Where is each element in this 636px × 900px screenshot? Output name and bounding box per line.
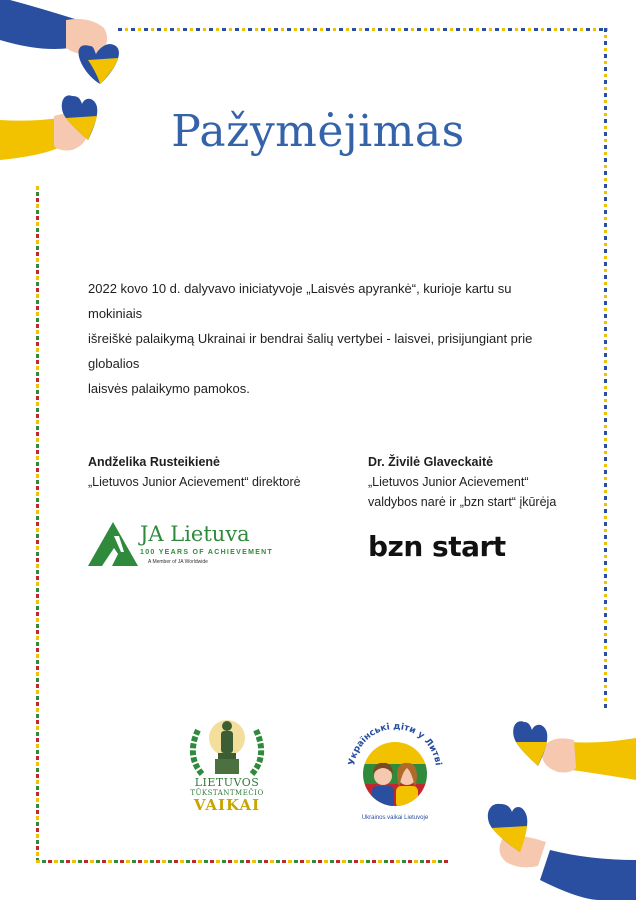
ua-logo-arc-text: Українські діти у Литві xyxy=(347,721,443,767)
hands-with-hearts-bottom-right-illustration xyxy=(480,710,636,900)
lietuvos-tukstantmecio-vaikai-logo xyxy=(182,716,272,816)
ja-lietuva-logo xyxy=(88,520,318,570)
ja-triangle-icon xyxy=(88,522,138,566)
lietuvos-logo-line3: VAIKAI xyxy=(193,796,261,814)
ja-logo-subline: A Member of JA Worldwide xyxy=(148,559,208,565)
bzn-start-logo: bzn start xyxy=(368,530,506,563)
children-circle-icon xyxy=(340,716,450,816)
signatory-right-role-line1: „Lietuvos Junior Acievement“ xyxy=(368,475,529,489)
lietuvos-logo-line1: LIETUVOS xyxy=(194,776,260,789)
statue-wreath-icon xyxy=(182,716,272,778)
certificate-body-text: 2022 kovo 10 d. dalyvavo iniciatyvoje „Laisvės apyrankė“, kurioje kartu su mokiniais išreiškė palaikymą Ukrainai ir bendrai šalių vertybei - laisvei, prisijungiant prie globalios laisvės palaikymo pamokos. xyxy=(88,281,533,396)
signatory-right-role-line2: valdybos narė ir „bzn start“ įkūrėja xyxy=(368,495,557,509)
signatory-left xyxy=(88,452,338,492)
bottom-dashed-border xyxy=(36,860,450,863)
signatory-right xyxy=(368,452,608,512)
top-dashed-border xyxy=(118,28,608,31)
lietuvos-logo-line2: TŪKSTANTMEČIO xyxy=(190,789,264,797)
ja-logo-tagline: 100 YEARS OF ACHIEVEMENT xyxy=(140,549,274,556)
signatory-left-role: „Lietuvos Junior Acievement“ direktorė xyxy=(88,475,301,489)
certificate-title: Pažymėjimas xyxy=(171,106,465,157)
signatory-left-name: Andželika Rusteikienė xyxy=(88,455,220,469)
left-dashed-border xyxy=(36,186,39,862)
ua-logo-caption: Ukrainos vaikai Lietuvoje xyxy=(361,815,429,821)
signatory-right-name: Dr. Živilė Glaveckaitė xyxy=(368,455,494,469)
ja-logo-name: JA Lietuva xyxy=(140,522,250,546)
ukrainian-children-in-lithuania-logo xyxy=(340,716,450,826)
